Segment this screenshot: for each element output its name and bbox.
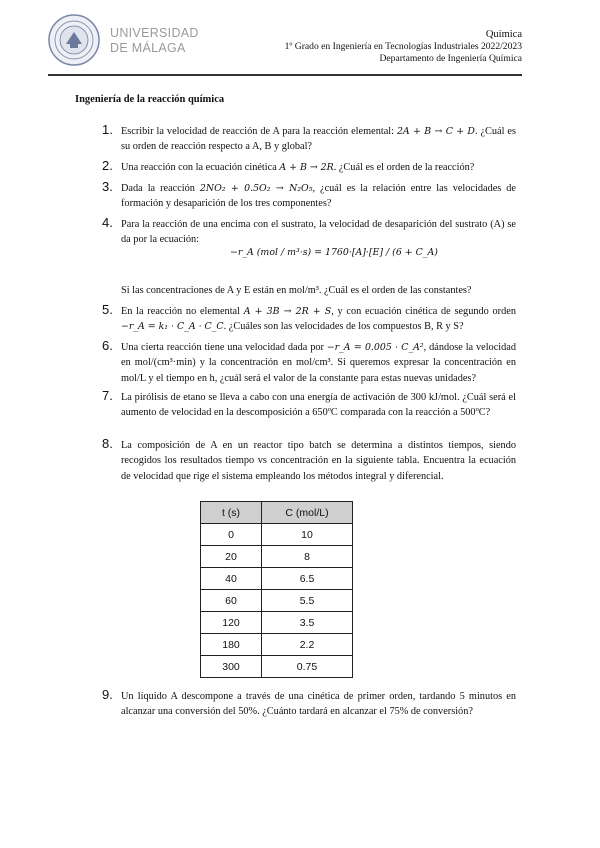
- concentration-table: [200, 501, 353, 678]
- page-title: Ingeniería de la reacción química: [75, 94, 225, 105]
- question-6: 6. Una cierta reacción tiene una velocidad dada por −r_A = 0.005 · C_A², dándose la velocidad en mol/(cm³·min) y la concentración en mol/cm³. Si queremos expresar la concentración en mol/L y el tiempo en h, ¿cuál será el valor de la constante para estas nuevas unidades?: [102, 338, 517, 384]
- degree: 1º Grado en Ingeniería en Tecnologías Industriales 2022/2023: [284, 41, 522, 52]
- question-7: 7. La pirólisis de etano se lleva a cabo con una energía de activación de 300 kJ/mol. ¿Cuál será el aumento de velocidad en la descomposición a 650ºC comparada con la reacción a 500ºC?: [102, 388, 516, 419]
- table-row: 300 0.75: [201, 656, 353, 678]
- question-9: 9. Un líquido A descompone a través de una cinética de primer orden, tardando 5 minutos en alcanzar una conversión del 50%. ¿Cuánto tardará en alcanzar el 75% de conversión?: [102, 687, 516, 718]
- table-row: 0 10: [201, 524, 353, 546]
- table-header-row: [201, 502, 353, 524]
- course-info: [285, 29, 522, 65]
- question-5: 5. En la reacción no elemental A + 3B → 2R + S, y con ecuación cinética de segundo orden −r_A = k₁ · C_A · C_C. ¿Cuáles son las velocidades de los compuestos B, R y S?: [102, 302, 516, 333]
- rate-equation: −r_A (mol / m³·s) = 1760·[A]·[E] / (6 + C_A): [230, 247, 438, 258]
- table-row: 40 6.5: [201, 568, 353, 590]
- question-4: 4. Para la reacción de una encima con el sustrato, la velocidad de desaparición del sustrato (A) se da por la ecuación:: [102, 215, 516, 246]
- table-row: 180 2.2: [201, 634, 353, 656]
- page-header: [48, 14, 522, 78]
- question-3: 3. Dada la reacción 2NO₂ + 0.5O₂ → N₂O₅, ¿cuál es la relación entre las velocidades de formación y desaparición de los tres componentes?: [102, 179, 516, 210]
- question-4-followup: Si las concentraciones de A y E están en mol/m³. ¿Cuál es el orden de las constantes?: [121, 285, 472, 296]
- department: Departamento de Ingeniería Química: [379, 53, 522, 64]
- header-divider: [48, 74, 522, 76]
- table-row: 60 5.5: [201, 590, 353, 612]
- university-name: UNIVERSIDAD DE MÁLAGA: [110, 26, 199, 55]
- subject: Química: [485, 29, 522, 40]
- table-row: 20 8: [201, 546, 353, 568]
- question-8: 8. La composición de A en un reactor tipo batch se determina a distintos tiempos, siendo recogidos los resultados tiempo vs concentración en la siguiente tabla. Encuentra la ecuación de velocidad que rige el sistema empleando los métodos integral y diferencial.: [102, 436, 516, 482]
- question-1: 1. Escribir la velocidad de reacción de A para la reacción elemental: 2A + B → C + D. ¿Cuál es su orden de reacción respecto a A, B y global?: [102, 122, 516, 153]
- column-header-concentration: C (mol/L): [262, 502, 353, 524]
- column-header-time: t (s): [201, 502, 262, 524]
- university-seal-icon: [48, 14, 100, 66]
- question-2: 2. Una reacción con la ecuación cinética A + B → 2R. ¿Cuál es el orden de la reacción?: [102, 158, 475, 173]
- table-row: 120 3.5: [201, 612, 353, 634]
